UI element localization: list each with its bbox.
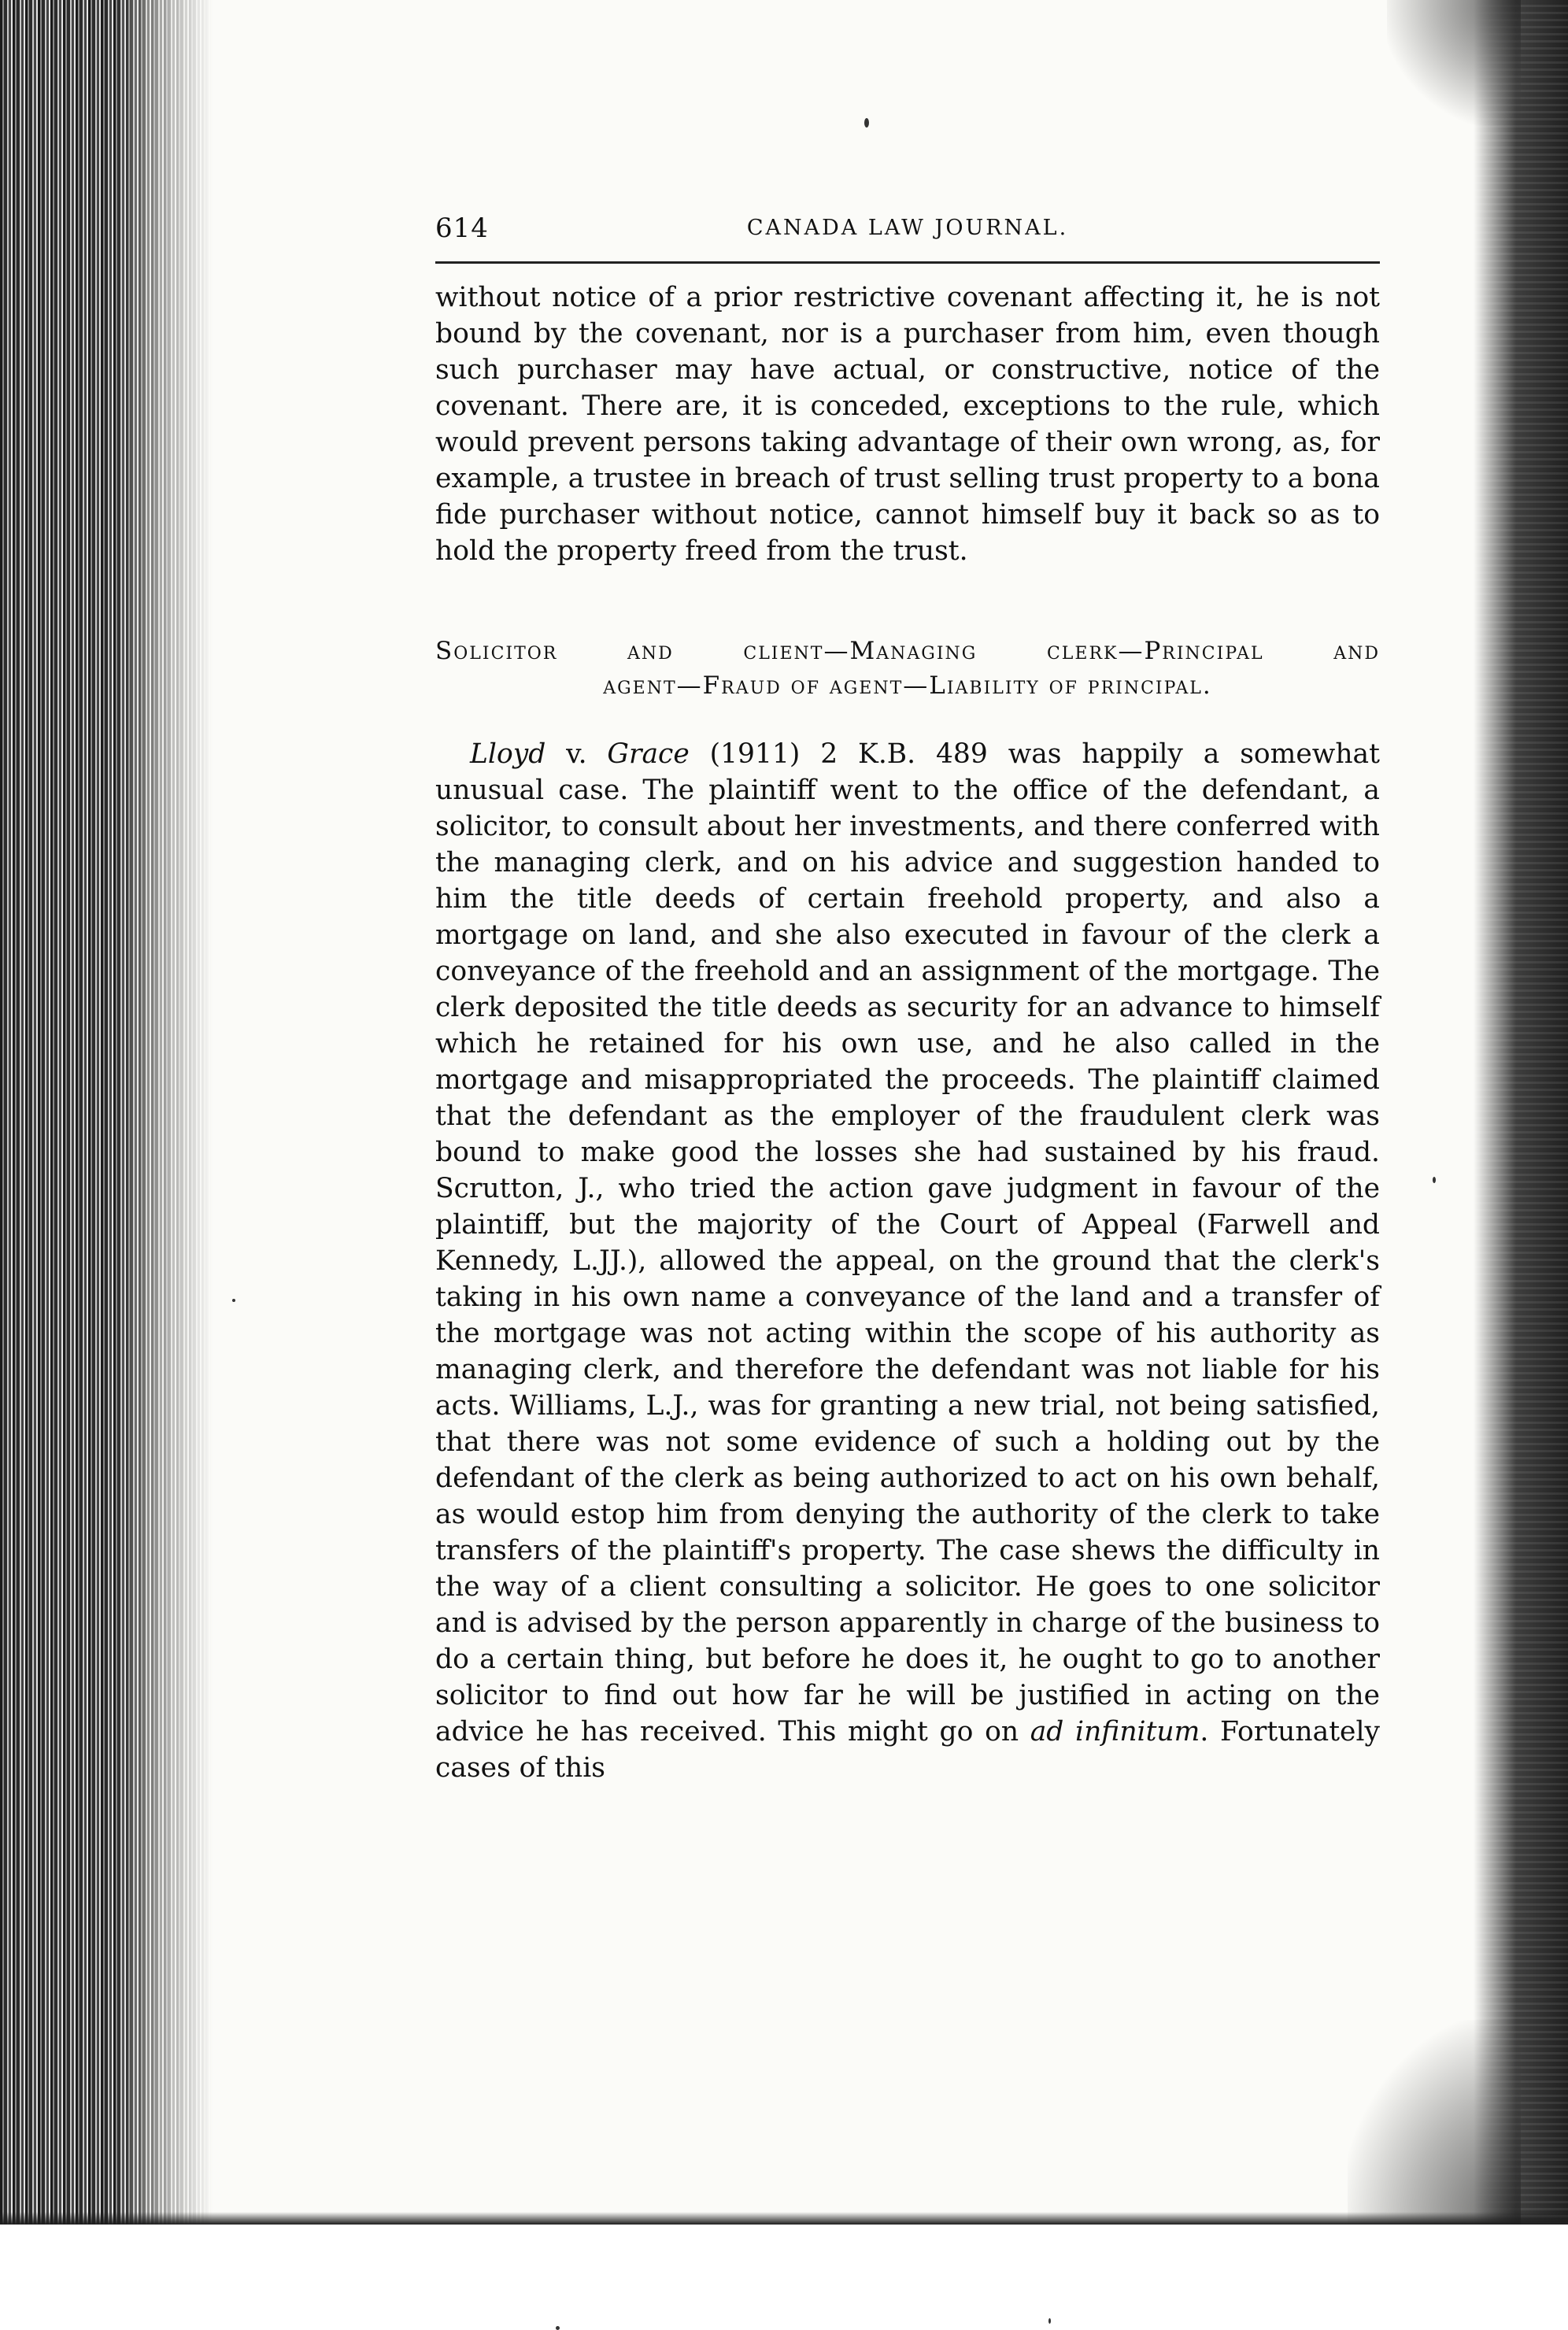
scan-shadow-bottom-right xyxy=(1348,2020,1521,2225)
book-edge-shadow-right xyxy=(1474,0,1568,2225)
case-name-plaintiff: Lloyd xyxy=(470,738,546,770)
latin-phrase: ad infinitum xyxy=(1030,1716,1200,1748)
scan-shadow-top-right xyxy=(1387,0,1521,126)
running-head xyxy=(435,213,1380,253)
paragraph-continued: without notice of a prior restrictive covenant affecting it, he is not bound by the covenant, nor is a purchaser from him, even though such purchaser may have actual, or constructive, notice of the covenant. There are, it is conceded, exceptions to the rule, which would prevent persons taking advantage of their own wrong, as, for example, a trustee in breach of trust selling trust property to a bona fide purchaser without notice, cannot himself buy it back so as to hold the property freed from the trust. xyxy=(435,282,1380,567)
header-rule xyxy=(435,261,1380,264)
case-paragraph xyxy=(435,736,1380,1786)
journal-title: CANADA LAW JOURNAL. xyxy=(746,216,1069,240)
book-binding-shadow-left xyxy=(0,0,213,2225)
section-headnote xyxy=(435,634,1380,703)
case-name-defendant: Grace xyxy=(607,738,690,770)
headnote-line-1: Solicitor and client—Managing clerk—Principal and xyxy=(435,637,1380,665)
case-paragraph-text-end: . Fortunately cases of this xyxy=(435,1716,1380,1784)
page-content xyxy=(435,213,1380,1786)
case-paragraph-text: (1911) 2 K.B. 489 was happily a somewhat unusual case. The plaintiff went to the office of the defendant, a solicitor, to consult about her investments, and there conferred with the managing clerk, and on his advice and suggestion handed to him the title deeds of certain freehold property, and also a mortgage on land, and she also executed in favour of the clerk a conveyance of the freehold and an assignment of the mortgage. The clerk deposited the title deeds as security for an advance to himself which he retained for his own use, and he also called in the mortgage and misappropriated the proceeds. The plaintiff claimed that the defendant as the employer of the fraudulent clerk was bound to make good the losses she had sustained by his fraud. Scrutton, J., who tried the action gave judgment in favour of the plaintiff, but the majority of the Court of Appeal (Farwell and Kennedy, L.JJ.), allowed the appeal, on the ground that the clerk's taking in his own name a conveyance of the land and a transfer of the mortgage was not acting within the scope of his authority as managing clerk, and therefore the defendant was not liable for his acts. Williams, L.J., was for granting a new trial, not being satisfied, that there was not some evidence of such a holding out by the defendant of the clerk as being authorized to act on his own behalf, as would estop him from denying the authority of the clerk to take transfers of the plaintiff's property. The case shews the difficulty in the way of a client consulting a solicitor. He goes to one solicitor and is advised by the person apparently in charge of the business to do a certain thing, but before he does it, he ought to go to another solicitor to find out how far he will be justified in acting on the advice he has received. This might go on xyxy=(435,738,1380,1748)
scan-shadow-bottom xyxy=(0,2212,1568,2225)
case-versus: v. xyxy=(545,738,608,770)
page-number: 614 xyxy=(435,213,489,244)
headnote-line-2: agent—Fraud of agent—Liability of principal. xyxy=(603,671,1212,700)
